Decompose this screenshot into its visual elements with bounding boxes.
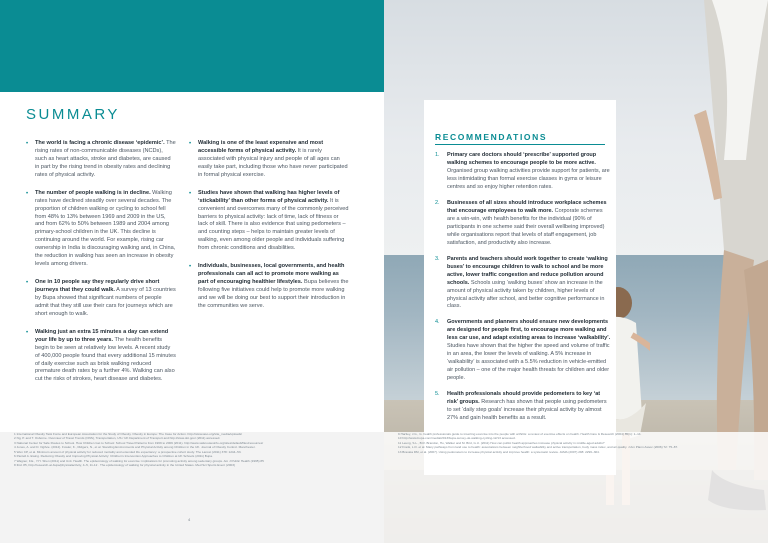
recommendation-item [435,319,611,383]
bullet-lead: Walking just an extra 15 minutes a day can extend your life by up to three years. [35,328,169,343]
recommendation-text: Research has shown that people using pedometers to set ‘daily step goals’ increase their physical activity by almost 27% and gain health benefits as a result. [447,399,607,422]
footnote-text: 11 Leung, S.L., B.R. Brandon, Ho, Walker and M. Bird, G.U. (2011) How can public health approaches increase physical activity in middle-aged adults? [398,440,605,445]
footnote-text: 7 Wagner, F.E., Y.H. Shen (2011) and Unit. Health. The epidemiology of walking for exercise: implications for promoting activity among sedentary groups. Am J Public Health (1995) 85 [14,458,264,463]
bullet-lead: Walking is one of the least expensive and most accessible forms of physical activity. [198,140,324,154]
summary-bullet [189,263,349,311]
recommendations-list [435,152,611,431]
recommendations-title: RECOMMENDATIONS [435,132,548,142]
recommendation-lead: Primary care doctors should ‘prescribe’ supported group walking schemes to encourage people to be more active. [447,152,597,166]
recommendation-number: 4. [435,319,440,326]
bullet-text: The rising rates of non-communicable diseases (NCDs), such as heart attacks, stroke and diabetes, are caused in part by the rising trend in obesity rates and declining rates of physical activity. [35,140,176,178]
bullet-text: The health benefits begin to be seen at relatively low levels. A recent study of 400,000 people found that every additional 15 minutes of daily exercise such as brisk walking reduced premature death rates by a further 4%. Walking can also cut the risks of strokes, heart disease and diabetes. [35,336,176,383]
recommendation-lead: Parents and teachers should work together to create ‘walking buses’ to encourage children to walk to school and be more active, lower traffic congestion and reduce pollution around schools. [447,255,608,286]
recommendation-lead: Governments and planners should ensure new developments are designed for people first, to encourage more walking and less car use, and adapt existing areas to increase ‘walkability’. [447,319,611,342]
recommendation-text: Organised group walking activities provide support for patients, are less intimidating than formal exercise classes in gyms or leisure centres and so enjoy higher retention rates. [447,167,610,190]
summary-bullet [26,329,176,385]
recommendation-lead: Businesses of all sizes should introduce workplace schemes that encourage employees to walk more. [447,199,607,214]
recommendation-item [435,200,611,248]
bullet-lead: Individuals, businesses, local governments, and health professionals can all act to promote more walking as part of encouraging healthier lifestyles. [198,263,345,286]
summary-right-column [189,140,349,321]
recommendation-number: 5. [435,391,440,398]
footnote-text: 1 International Obesity Task Force and European Association for the Study of Obesity. Obesity in Europe: The Case for Action. http://www.iaso.org/site_media/uploads/ [14,432,243,436]
footnote-text: 3 National Center for Safe Routes to School. How Children Get to School: School Travel Patterns from 1969 to 2009 (2011). http://www.saferoutesinfo.org/sites/default/files/resources/ [14,440,264,445]
recommendations-divider [435,144,605,145]
footnotes-right [384,432,768,543]
recommendation-text: Studies have shown that the higher the speed and volume of traffic in an area, the lower the levels of walking. A 5% increase in ‘walkability’ is associated with a 5.5% reduction in vehicle-emitted air pollution – one of the major health threats for children and older people. [447,343,610,382]
footnote-list [398,432,754,454]
recommendation-item [435,152,611,192]
summary-bullet [26,140,176,180]
summary-bullet [26,279,176,319]
footnote-text: 10 http://www.bupa.com/media/2013/bupa-survey-uk-walking-cycling-12/13 accessed. [398,436,516,441]
footnote-text: 6 Pantell A. Ewing. Reducing Obesity and Improving Physical Activity: Children’s Intervention Approaches to Children at UK Schools (2011) Bupa. [14,454,213,459]
bullet-text: It is convenient and overcomes many of the commonly perceived barriers to physical activity: lack of time, lack of fitness or lack of skill. There is also evidence that using pedometers – and counting steps – helps to maintain greater levels of walking, even among older people and individuals suffering from chronic conditions and disabilities. [198,197,349,252]
summary-bullet [189,140,349,180]
summary-left-column [26,140,176,394]
footnotes-left [0,432,384,543]
bullet-lead: The number of people walking is in decline. [35,189,151,196]
bullet-lead: One in 10 people say they regularly drive short journeys that they could walk. [35,279,160,293]
recommendation-number: 3. [435,255,440,262]
page-number: 4 [188,517,191,522]
recommendations-panel [424,100,616,475]
footnote-text: 5 Wen CP, et al. Minimum amount of physical activity for reduced mortality and extended life expectancy: a prospective cohort study. The Lancet (2011) 378: 1244–53. [14,449,242,454]
footnote-text: 4 Jones, A. and D. Ogilvie. (2012). Fowler, K., Ridgers, N., et al. Standing Environments and Physical Activity among Children in the UK. Journal of Obesity Control. Manchester. [14,445,256,450]
footnote-text: 9 Hartley, J.G., G. health professionals guide to inserting exercise into the people with arthritis: a review of exercise effects on health. Health Care & Research (2004) 85(1): 1–14. [398,432,642,436]
bullet-text: Bupa believes the following five initiatives could help to promote more walking and we will be doing our best to support their introduction in the communities we serve. [198,279,349,309]
footnote-text: 13 Bravata DM, et al. (2007). Using pedometers to increase physical activity and improve health: a systematic review. JAMA (2007) 298: 2296–304. [398,449,600,454]
bullet-text: It is rarely associated with physical injury and people of all ages can easily take part, including those who have never participated in formal physical exercise. [198,147,348,178]
recommendation-number: 2. [435,199,440,206]
footnote-text: 8 Ibid. 85, http://research-at-bupa/physicalactivity, 4–5, 11-12 · The epidemiology of walking for physical activity in the United States. Med Sci Sports Exerc (2003) [14,463,235,468]
recommendation-lead: Health professionals should provide pedometers to key ‘at risk’ groups. [447,391,601,406]
summary-bullet [189,190,349,254]
recommendation-item [435,391,611,423]
footnote-text: 12 Frank, L.D. et al. Many pathways from land use to health: associations between neighborhood walkability and active transportation, body mass index, and air quality. J Am Plann Assoc (2006) 72: 75–87. [398,445,679,450]
footnote-text: 2 Ng, P. and T. Osborne. Overview of Travel Trends (ONS), Transportation, US / UK Department of Transport and http://www.dot.gov/ (2011) accessed. [14,436,221,441]
bullet-text: A survey of 13 countries by Bupa showed that significant numbers of people admit that they still use their cars for journeys which are short enough to walk. [35,287,176,317]
footnote-list [14,432,374,468]
recommendation-item [435,256,611,312]
photo-page [384,0,768,543]
bullet-text: Walking rates have declined steadily over several decades. The proportion of children walking or cycling to school fell from 48% to 13% between 1969 and 2009 in the US, and from 62% to 50% between 1989 and 2004 among primary-school children in the UK. This decline is continuing around the world. For example, rising car ownership in India is discouraging walking and, in China, the reduction in walking has seen an increase in obesity levels among drivers. [35,189,176,268]
summary-title: SUMMARY [26,106,120,123]
recommendation-text: Corporate schemes are a win-win, with health benefits for the individual (90% of participants in one scheme said their overall wellbeing improved) while organisations report that levels of staff engagement, job satisfaction, and productivity also increase. [447,207,605,246]
teal-header-band [0,0,384,92]
bullet-lead: The world is facing a chronic disease ‘epidemic’. [35,140,165,146]
recommendation-text: Schools using ‘walking buses’ show an increase in the amount of physical activity taken by children, higher levels of physical activity after school, and better cognitive performance in class. [447,279,605,310]
bullet-lead: Studies have shown that walking has higher levels of ‘stickability’ than other forms of physical activity. [198,189,340,204]
summary-bullet [26,190,176,269]
recommendation-number: 1. [435,152,440,158]
